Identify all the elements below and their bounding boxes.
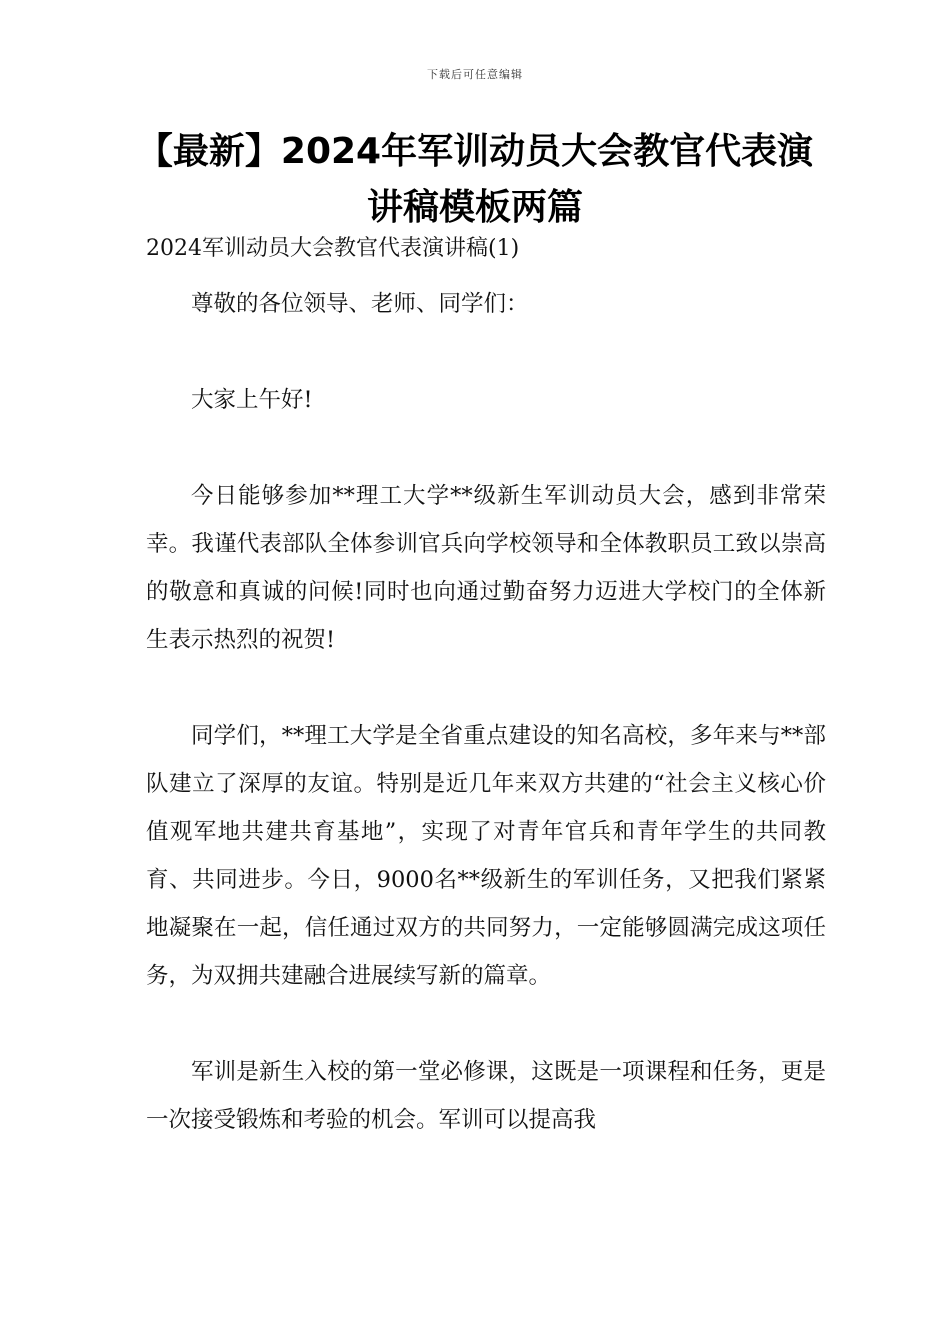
- document-title-line-1: 【最新】2024年军训动员大会教官代表演: [136, 131, 814, 172]
- section-subtitle: 2024军训动员大会教官代表演讲稿(1): [146, 236, 520, 261]
- document-title: [120, 124, 830, 236]
- paragraph-salutation: 尊敬的各位领导、老师、同学们：: [191, 291, 529, 317]
- paragraph-partnership: 同学们，**理工大学是全省重点建设的知名高校，多年来与**部队建立了深厚的友谊。特别是近几年来双方共建的“社会主义核心价值观军地共建共育基地”，实现了对青年官兵和青年学生的共同教育、共同进步。今日，9000名**级新生的军训任务，又把我们紧紧地凝聚在一起，信任通过双方的共同努力，一定能够圆满完成这项任务，为双拥共建融合进展续写新的篇章。: [146, 723, 826, 989]
- document-title-line-2: 讲稿模板两篇: [366, 187, 583, 228]
- body-text: [146, 280, 826, 1144]
- paragraph-training: 军训是新生入校的第一堂必修课，这既是一项课程和任务，更是一次接受锻炼和考验的机会。军训可以提高我: [146, 1059, 826, 1133]
- paragraph-greeting: 大家上午好!: [191, 387, 313, 413]
- paragraph-opening: 今日能够参加**理工大学**级新生军训动员大会，感到非常荣幸。我谨代表部队全体参训官兵向学校领导和全体教职员工致以崇高的敬意和真诚的问候!同时也向通过勤奋努力迈进大学校门的全体新生表示热烈的祝贺!: [146, 483, 826, 653]
- header-note: 下载后可任意编辑: [427, 68, 523, 81]
